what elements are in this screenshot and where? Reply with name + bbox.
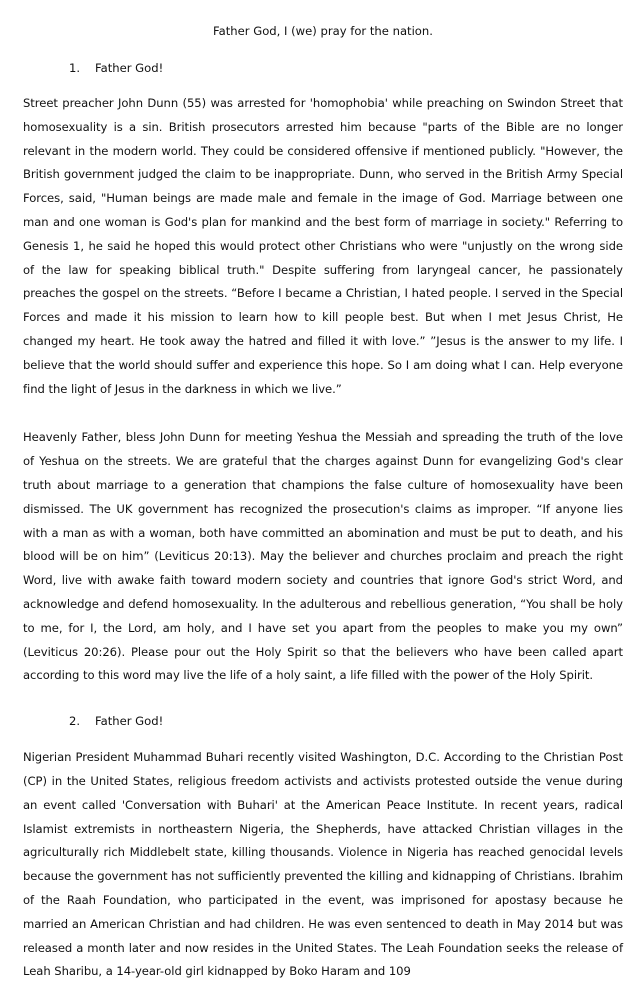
section-1-paragraph-1: Street preacher John Dunn (55) was arrested for 'homophobia' while preaching on Swindon Street that homosexuality is a sin. British prosecutors arrested him because "parts of the Bible are no longer relevant in the modern world. They could be considered offensive if mentioned publicly. "However, the British government judged the claim to be inappropriate. Dunn, who served in the British Army Special Forces, said, "Human beings are made male and female in the image of God. Marriage between one man and one woman is God's plan for mankind and the best form of marriage in society." Referring to Genesis 1, he said he hoped this would protect other Christians who were "unjustly on the wrong side of the law for speaking biblical truth." Despite suffering from laryngeal cancer, he passionately preaches the gospel on the streets. “Before I became a Christian, I hated people. I served in the Special Forces and made it his mission to learn how to kill people best. But when I met Jesus Christ, He changed my heart. He took away the hatred and filled it with love.” ”Jesus is the answer to my life. I believe that the world should suffer and experience this hope. So I am doing what I can. Help everyone find the light of Jesus in the darkness in which we live.”	[23, 96, 623, 396]
section-2-paragraph-1: Nigerian President Muhammad Buhari recently visited Washington, D.C. According to the Christian Post (CP) in the United States, religious freedom activists and activists protested outside the venue during an event called 'Conversation with Buhari' at the American Peace Institute. In recent years, radical Islamist extremists in northeastern Nigeria, the Shepherds, have attacked Christian villages in the agriculturally rich Middlebelt state, killing thousands. Violence in Nigeria has reached genocidal levels because the government has not sufficiently prevented the killing and kidnapping of Christians. Ibrahim of the Raah Foundation, who participated in the event, was imprisoned for apostasy because he married an American Christian and had children. He was even sentenced to death in May 2014 but was released a month later and now resides in the United States. The Leah Foundation seeks the release of Leah Sharibu, a 14-year-old girl kidnapped by Boko Haram and 109	[23, 750, 623, 979]
document-title: Father God, I (we) pray for the nation.	[213, 24, 433, 38]
section-2-heading-text: Father God!	[95, 714, 164, 729]
section-1-number: 1.	[69, 61, 81, 75]
section-2-heading	[23, 712, 623, 730]
section-2-number: 2.	[69, 714, 81, 729]
section-1-heading-text: Father God!	[95, 61, 164, 75]
section-1-heading	[23, 59, 623, 77]
document-page	[23, 22, 623, 984]
section-1-paragraph-2: Heavenly Father, bless John Dunn for meeting Yeshua the Messiah and spreading the truth of the love of Yeshua on the streets. We are grateful that the charges against Dunn for evangelizing God's clear truth about marriage to a generation that champions the false culture of homosexuality have been dismissed. The UK government has recognized the prosecution's claims as improper. “If anyone lies with a man as with a woman, both have committed an abomination and must be put to death, and his blood will be on him” (Leviticus 20:13). May the believer and churches proclaim and preach the right Word, live with awake faith toward modern society and countries that ignore God's strict Word, and acknowledge and defend homosexuality. In the adulterous and rebellious generation, “You shall be holy to me, for I, the Lord, am holy, and I have set you apart from the peoples to make you my own” (Leviticus 20:26). Please pour out the Holy Spirit so that the believers who have been called apart according to this word may live the life of a holy saint, a life filled with the power of the Holy Spirit.	[23, 430, 623, 683]
